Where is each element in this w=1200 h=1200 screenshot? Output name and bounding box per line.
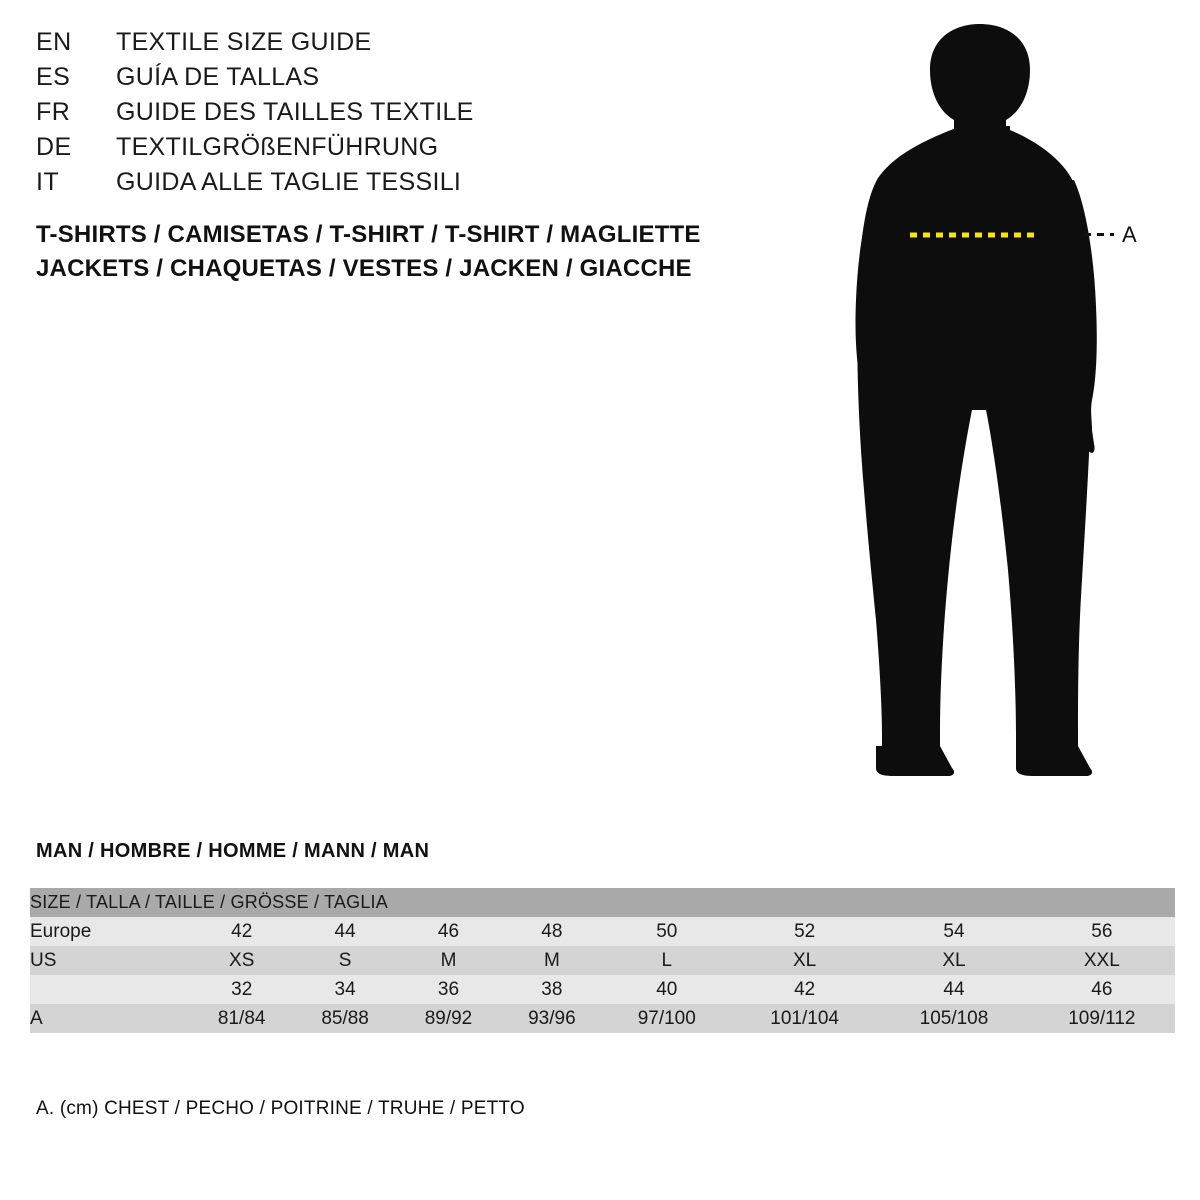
cell-value: 97/100 (604, 1004, 730, 1033)
table-row (30, 1004, 1175, 1033)
cell-value: 46 (397, 917, 500, 946)
table-row (30, 975, 1175, 1004)
row-label: A (30, 1004, 190, 1033)
cell-value: 50 (604, 917, 730, 946)
cell-value: XL (730, 946, 879, 975)
language-row (36, 133, 756, 168)
cell-value: 38 (500, 975, 603, 1004)
body-silhouette-figure (820, 20, 1180, 780)
table-row (30, 917, 1175, 946)
language-row (36, 168, 756, 203)
cell-value: 34 (293, 975, 396, 1004)
language-header-block (36, 28, 756, 203)
cell-value: XL (879, 946, 1028, 975)
table-group-title: MAN / HOMBRE / HOMME / MANN / MAN (36, 840, 430, 862)
language-text: GUÍA DE TALLAS (116, 63, 320, 91)
cell-value: 105/108 (879, 1004, 1028, 1033)
cell-value: 89/92 (397, 1004, 500, 1033)
cell-value: 93/96 (500, 1004, 603, 1033)
cell-value: L (604, 946, 730, 975)
row-label: US (30, 946, 190, 975)
table-header-label: SIZE / TALLA / TAILLE / GRÖSSE / TAGLIA (30, 888, 1175, 917)
cell-value: XXL (1029, 946, 1175, 975)
cell-value: 52 (730, 917, 879, 946)
cell-value: M (500, 946, 603, 975)
cell-value: 56 (1029, 917, 1175, 946)
cell-value: 36 (397, 975, 500, 1004)
language-row (36, 28, 756, 63)
cell-value: 48 (500, 917, 603, 946)
language-row (36, 98, 756, 133)
cell-value: 42 (730, 975, 879, 1004)
garment-categories (36, 218, 701, 286)
cell-value: 101/104 (730, 1004, 879, 1033)
cell-value: 46 (1029, 975, 1175, 1004)
size-table (30, 888, 1175, 1033)
cell-value: 32 (190, 975, 293, 1004)
category-tshirts: T-SHIRTS / CAMISETAS / T-SHIRT / T-SHIRT / MAGLIETTE (36, 221, 701, 248)
cell-value: XS (190, 946, 293, 975)
cell-value: 109/112 (1029, 1004, 1175, 1033)
language-text: GUIDE DES TAILLES TEXTILE (116, 98, 474, 126)
language-text: TEXTILGRÖßENFÜHRUNG (116, 133, 439, 161)
cell-value: 44 (879, 975, 1028, 1004)
language-code: ES (36, 63, 71, 91)
cell-value: 40 (604, 975, 730, 1004)
language-code: IT (36, 168, 60, 196)
cell-value: 85/88 (293, 1004, 396, 1033)
cell-value: 44 (293, 917, 396, 946)
cell-value: 42 (190, 917, 293, 946)
table-row (30, 946, 1175, 975)
language-code: FR (36, 98, 71, 126)
language-code: DE (36, 133, 72, 161)
measure-leader-line (1084, 233, 1114, 236)
language-text: TEXTILE SIZE GUIDE (116, 28, 372, 56)
cell-value: 54 (879, 917, 1028, 946)
measure-label-a: A (1122, 222, 1138, 247)
row-label (30, 975, 190, 1004)
language-text: GUIDA ALLE TAGLIE TESSILI (116, 168, 462, 196)
category-jackets: JACKETS / CHAQUETAS / VESTES / JACKEN / GIACCHE (36, 255, 692, 282)
language-row (36, 63, 756, 98)
table-header-row (30, 888, 1175, 917)
silhouette-shape (855, 24, 1096, 776)
table-footnote: A. (cm) CHEST / PECHO / POITRINE / TRUHE / PETTO (36, 1098, 525, 1119)
row-label: Europe (30, 917, 190, 946)
cell-value: S (293, 946, 396, 975)
cell-value: M (397, 946, 500, 975)
cell-value: 81/84 (190, 1004, 293, 1033)
language-code: EN (36, 28, 72, 56)
